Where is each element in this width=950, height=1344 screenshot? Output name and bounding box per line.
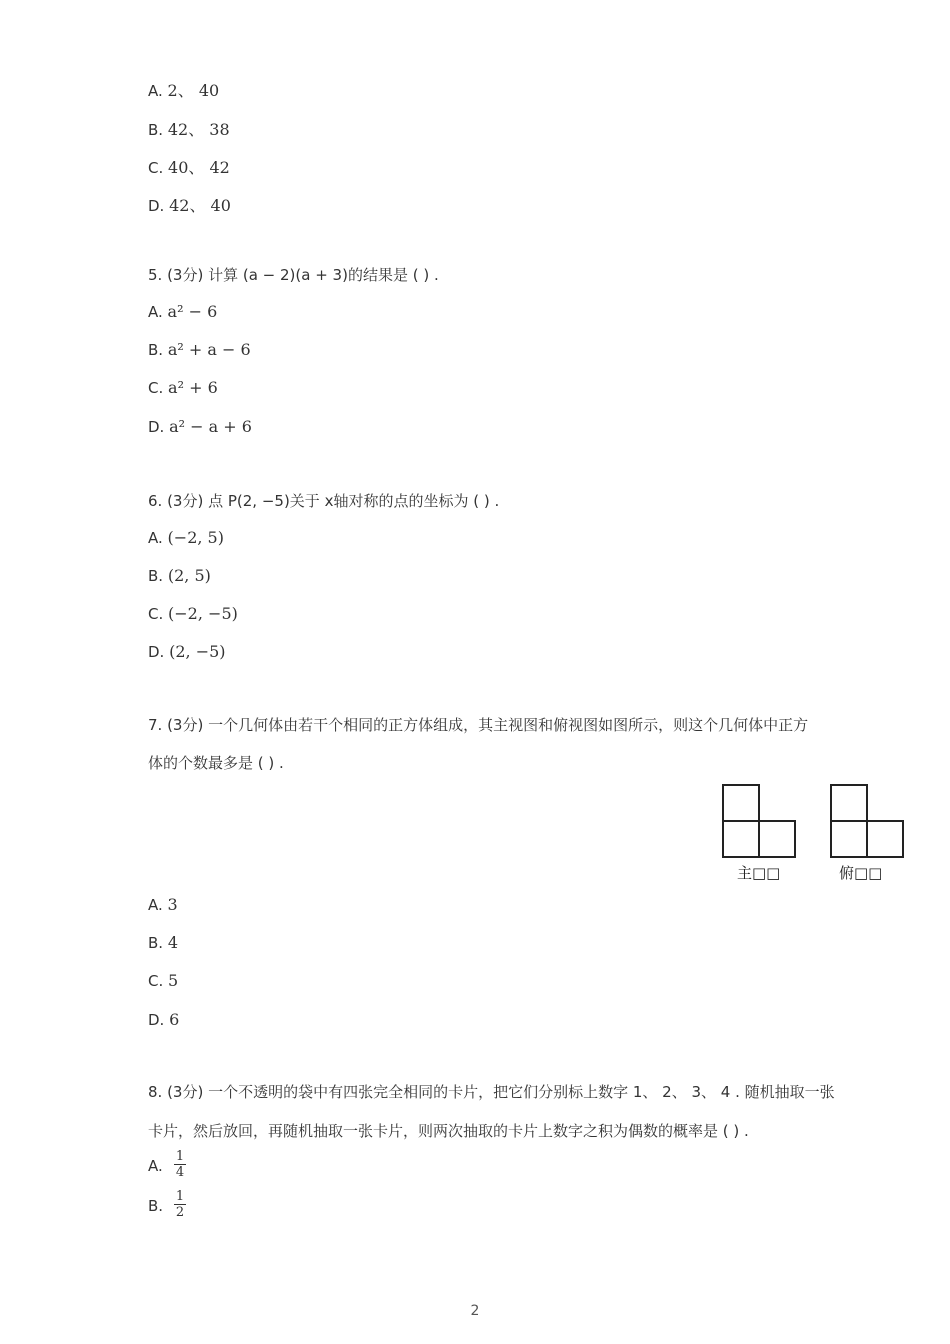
option-letter: D. (148, 643, 165, 661)
fraction-numerator: 1 (175, 1189, 185, 1204)
q6-option-a (148, 528, 224, 547)
q8-stem-line2: 卡片，然后放回，再随机抽取一张卡片，则两次抽取的卡片上数字之积为偶数的概率是 ( ) . (148, 1122, 749, 1140)
option-text: 2、 40 (167, 81, 220, 100)
option-text: 3 (167, 895, 178, 914)
top-view-square-bottom-left (831, 821, 867, 857)
page-number: 2 (470, 1303, 480, 1319)
fraction-numerator: 1 (175, 1149, 185, 1164)
option-letter: B. (148, 121, 164, 139)
option-text: 42、 40 (169, 196, 231, 215)
option-letter: A. (148, 896, 163, 914)
q8-stem-line1: 8. (3分) 一个不透明的袋中有四张完全相同的卡片，把它们分别标上数字 1、 2、 3、 4 . 随机抽取一张 (148, 1083, 835, 1101)
q7-stem-line2: 体的个数最多是 ( ) . (148, 754, 284, 772)
front-view-square-bottom-right (759, 821, 795, 857)
q8-option-b-fraction (174, 1189, 186, 1220)
q7-option-a (148, 895, 178, 914)
q8-option-a-fraction (174, 1149, 186, 1180)
q6-option-c (148, 604, 238, 623)
q5-option-c (148, 378, 218, 397)
option-text: a² − 6 (167, 302, 218, 321)
option-letter: B. (148, 567, 164, 585)
option-letter: D. (148, 418, 165, 436)
option-letter: C. (148, 379, 164, 397)
option-letter: A. (148, 82, 163, 100)
option-text: 6 (169, 1010, 180, 1029)
top-view-label: 俯□□ (839, 864, 883, 882)
option-text: 5 (168, 971, 179, 990)
q8-option-a-letter: A. (148, 1157, 163, 1175)
option-letter: A. (148, 303, 163, 321)
q4-option-c (148, 155, 230, 178)
option-letter: D. (148, 197, 165, 215)
top-view-square-bottom-right (867, 821, 903, 857)
fraction-denominator: 2 (175, 1205, 185, 1220)
q8-option-b-letter: B. (148, 1197, 164, 1215)
option-text: a² + a − 6 (167, 340, 251, 359)
top-view-square-top (831, 785, 867, 821)
front-view-label: 主□□ (737, 864, 781, 882)
option-letter: B. (148, 934, 164, 952)
q6-option-d (148, 642, 226, 661)
option-letter: C. (148, 159, 164, 177)
q5-option-b (148, 340, 251, 359)
q7-option-d (148, 1010, 179, 1029)
q5-stem: 5. (3分) 计算 (a − 2)(a + 3)的结果是 ( ) . (148, 266, 439, 284)
option-letter: C. (148, 605, 164, 623)
option-text: a² + 6 (168, 378, 218, 397)
q7-stem-line1: 7. (3分) 一个几何体由若干个相同的正方体组成，其主视图和俯视图如图所示，则这个几何体中正方 (148, 716, 809, 734)
q4-option-b (148, 117, 230, 140)
option-text: (−2, 5) (167, 528, 224, 547)
q7-option-b (148, 933, 178, 952)
option-text: 4 (167, 933, 179, 952)
option-letter: B. (148, 341, 164, 359)
q7-figure (715, 780, 915, 890)
option-text: (−2, −5) (168, 604, 238, 623)
q4-option-a (148, 78, 219, 101)
option-text: (2, 5) (167, 566, 211, 585)
q5-option-d (148, 417, 252, 436)
option-text: 42、 38 (167, 120, 230, 139)
fraction-denominator: 4 (175, 1165, 185, 1180)
front-view-square-top (723, 785, 759, 821)
q7-option-c (148, 971, 178, 990)
option-text: a² − a + 6 (169, 417, 252, 436)
option-letter: C. (148, 972, 164, 990)
option-letter: A. (148, 529, 163, 547)
q6-stem: 6. (3分) 点 P(2, −5)关于 x轴对称的点的坐标为 ( ) . (148, 492, 500, 510)
q4-option-d (148, 193, 231, 216)
q5-option-a (148, 302, 217, 321)
option-text: (2, −5) (169, 642, 226, 661)
option-letter: D. (148, 1011, 165, 1029)
front-view-square-bottom-left (723, 821, 759, 857)
option-text: 40、 42 (168, 158, 230, 177)
q6-option-b (148, 566, 211, 585)
